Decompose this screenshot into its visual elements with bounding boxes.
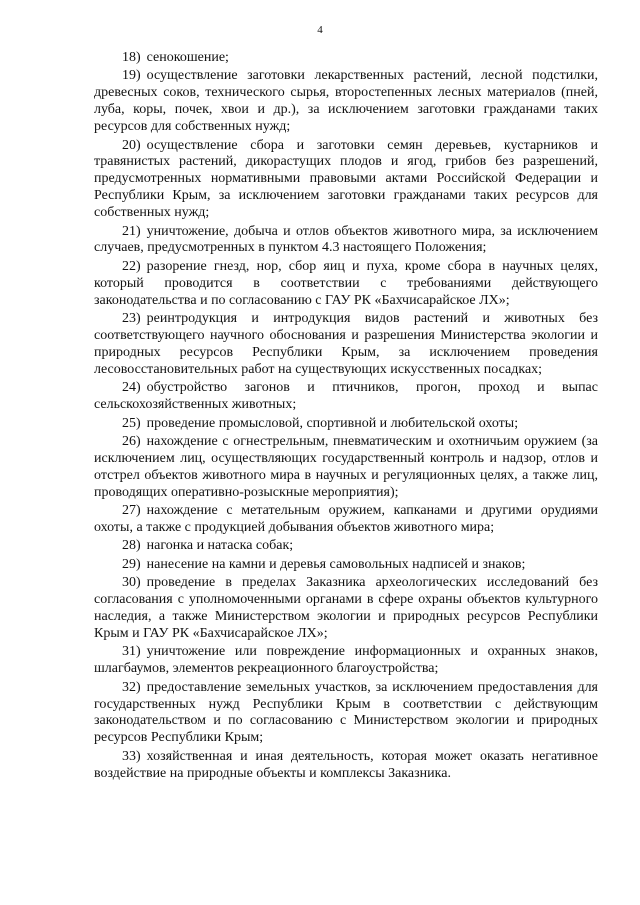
list-item xyxy=(94,416,598,433)
item-number: 29) xyxy=(122,556,141,572)
list-item xyxy=(94,259,598,310)
list-item xyxy=(94,138,598,223)
item-number: 19) xyxy=(122,68,141,84)
item-number: 20) xyxy=(122,137,141,153)
list-item xyxy=(94,224,598,258)
item-number: 28) xyxy=(122,538,141,554)
list-item xyxy=(94,68,598,136)
item-number: 24) xyxy=(122,380,141,396)
list-item xyxy=(94,575,598,643)
item-text: нанесение на камни и деревья самовольных надписей и знаков; xyxy=(146,556,526,572)
item-number: 22) xyxy=(122,258,141,274)
item-text: реинтродукция и интродукция видов растений и животных без соответствующего научного обоснования и разрешения Министерства экологии и природных ресурсов Республики Крым, за исключением проведения лесовосстановительных работ на существующих искусственных посадках; xyxy=(94,311,598,377)
list-item xyxy=(94,311,598,379)
item-text: уничтожение, добыча и отлов объектов животного мира, за исключением случаев, предусмотренных в пунктом 4.3 настоящего Положения; xyxy=(94,223,598,256)
list-item xyxy=(94,538,598,555)
item-text: нахождение с метательным оружием, капканами и другими орудиями охоты, а также с продукцией добывания объектов животного мира; xyxy=(94,503,598,535)
item-text: сенокошение; xyxy=(146,50,229,65)
item-number: 30) xyxy=(122,575,141,591)
list-item xyxy=(94,380,598,414)
item-text: предоставление земельных участков, за исключением предоставления для государственных нужд Республики Крым в соответствии с действующим законодательством и по согласованию с Министерством экологии и природных ресурсов Республики Крым; xyxy=(94,679,598,746)
item-text: проведение в пределах Заказника археологических исследований без согласования с уполномоченными органами в сфере охраны объектов культурного наследия, а также Министерством экологии и природных ресурсов Республики Крым и ГАУ РК «Бахчисарайское ЛХ»; xyxy=(94,575,598,641)
list-item xyxy=(94,749,598,783)
item-number: 31) xyxy=(122,644,141,660)
item-text: хозяйственная и иная деятельность, которая может оказать негативное воздействие на природные объекты и комплексы Заказника. xyxy=(94,748,598,781)
item-number: 23) xyxy=(122,311,141,327)
list-item xyxy=(94,50,598,67)
item-number: 18) xyxy=(122,50,141,65)
list-item xyxy=(94,644,598,678)
list-item xyxy=(94,557,598,574)
item-text: осуществление сбора и заготовки семян деревьев, кустарников и травянистых растений, дикорастущих плодов и ягод, грибов без разрешений, предусмотренных нормативными правовыми актами Российской Федерации и Республики Крым, за исключением заготовки гражданами таких ресурсов для собственных нужд; xyxy=(94,137,598,221)
item-text: нахождение с огнестрельным, пневматическим и охотничьим оружием (за исключением лиц, осуществляющих государственный контроль и надзор, отлов и отстрел объектов животного мира в научных и регуляционных целях, а также лиц, проводящих оперативно-розыскные мероприятия); xyxy=(94,433,598,500)
item-text: проведение промысловой, спортивной и любительской охоты; xyxy=(146,415,519,431)
list-item xyxy=(94,503,598,537)
item-text: обустройство загонов и птичников, прогон, проход и выпас сельскохозяйственных животных; xyxy=(94,380,598,413)
item-number: 27) xyxy=(122,503,141,519)
list-item xyxy=(94,680,598,748)
item-number: 25) xyxy=(122,415,141,431)
page-number: 4 xyxy=(317,24,323,36)
item-number: 26) xyxy=(122,433,141,449)
item-text: уничтожение или повреждение информационных и охранных знаков, шлагбаумов, элементов рекреационного благоустройства; xyxy=(94,644,598,677)
item-text: нагонка и натаска собак; xyxy=(146,538,294,554)
item-number: 21) xyxy=(122,223,141,239)
list-item xyxy=(94,434,598,502)
item-text: разорение гнезд, нор, сбор яиц и пуха, кроме сбора в научных целях, который проводится в соответствии с требованиями действующего законодательства и по согласованию с ГАУ РК «Бахчисарайское ЛХ»; xyxy=(94,258,598,308)
item-number: 33) xyxy=(122,748,141,764)
document-body xyxy=(94,50,598,784)
item-number: 32) xyxy=(122,679,141,695)
item-text: осуществление заготовки лекарственных растений, лесной подстилки, древесных соков, технического сырья, второстепенных лесных материалов (пней, луба, коры, почек, хвои и др.), за исключением заготовки гражданами таких ресурсов для собственных нужд; xyxy=(94,68,598,135)
